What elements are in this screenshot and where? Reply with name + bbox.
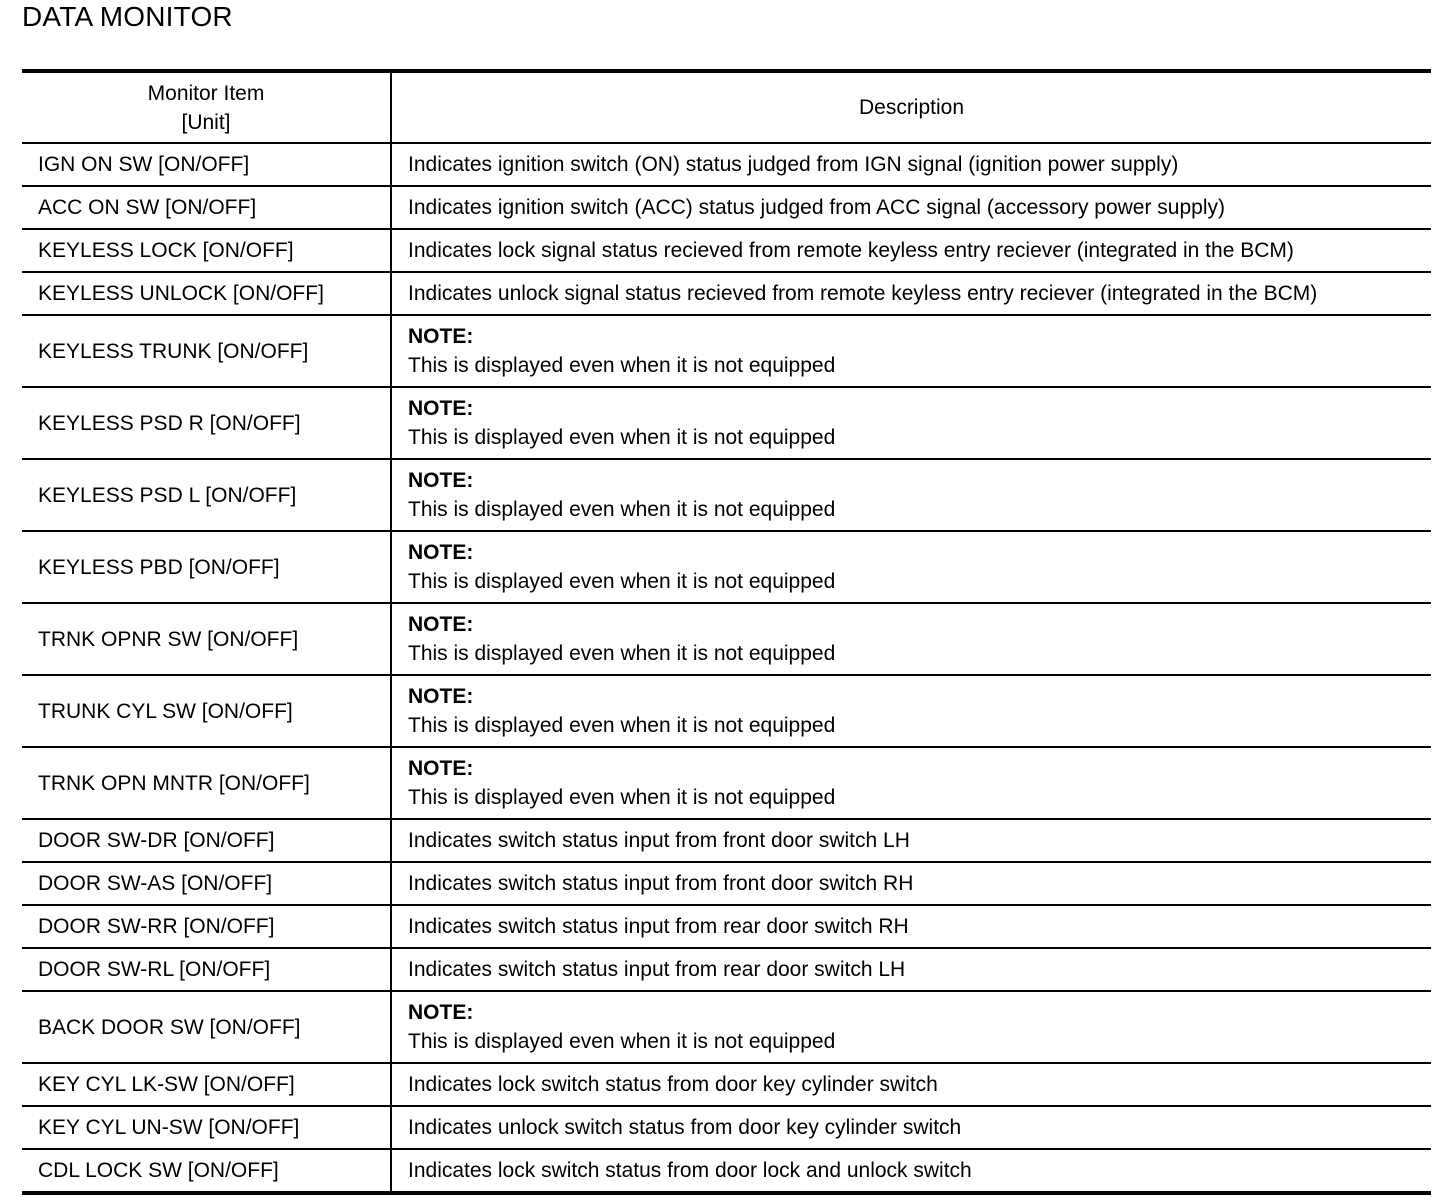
monitor-item-cell: TRNK OPNR SW [ON/OFF] — [22, 603, 391, 675]
note-text: This is displayed even when it is not equipped — [408, 1030, 836, 1053]
table-row — [22, 905, 1431, 948]
monitor-item-cell: DOOR SW-RL [ON/OFF] — [22, 948, 391, 991]
monitor-item-cell: KEY CYL LK-SW [ON/OFF] — [22, 1063, 391, 1106]
monitor-item-cell: CDL LOCK SW [ON/OFF] — [22, 1149, 391, 1193]
monitor-item-cell: KEY CYL UN-SW [ON/OFF] — [22, 1106, 391, 1149]
table-row — [22, 531, 1431, 603]
table-row — [22, 186, 1431, 229]
note-text: This is displayed even when it is not equipped — [408, 642, 836, 665]
monitor-item-cell: KEYLESS PSD R [ON/OFF] — [22, 387, 391, 459]
note-label: NOTE: — [408, 397, 474, 420]
note-text: This is displayed even when it is not equipped — [408, 570, 836, 593]
monitor-item-cell: KEYLESS TRUNK [ON/OFF] — [22, 315, 391, 387]
description-cell: Indicates lock switch status from door lock and unlock switch — [391, 1149, 1431, 1193]
note-label: NOTE: — [408, 1001, 474, 1024]
description-cell: Indicates unlock signal status recieved from remote keyless entry reciever (integrated in the BCM) — [391, 272, 1431, 315]
monitor-item-header — [22, 71, 391, 143]
description-cell — [391, 747, 1431, 819]
note-text: This is displayed even when it is not equipped — [408, 786, 836, 809]
table-body — [22, 143, 1431, 1193]
description-cell — [391, 459, 1431, 531]
description-cell: Indicates switch status input from rear door switch RH — [391, 905, 1431, 948]
monitor-item-cell: BACK DOOR SW [ON/OFF] — [22, 991, 391, 1063]
note-text: This is displayed even when it is not equipped — [408, 498, 836, 521]
monitor-item-cell: DOOR SW-DR [ON/OFF] — [22, 819, 391, 862]
description-cell: Indicates ignition switch (ACC) status judged from ACC signal (accessory power supply) — [391, 186, 1431, 229]
description-cell — [391, 531, 1431, 603]
monitor-item-header-label: Monitor Item — [147, 81, 265, 105]
table-row — [22, 272, 1431, 315]
table-row — [22, 862, 1431, 905]
note-text: This is displayed even when it is not equipped — [408, 714, 836, 737]
description-cell: Indicates ignition switch (ON) status judged from IGN signal (ignition power supply) — [391, 143, 1431, 186]
description-cell — [391, 991, 1431, 1063]
note-label: NOTE: — [408, 541, 474, 564]
description-cell: Indicates lock switch status from door key cylinder switch — [391, 1063, 1431, 1106]
table-header-row — [22, 71, 1431, 143]
monitor-item-cell: KEYLESS UNLOCK [ON/OFF] — [22, 272, 391, 315]
note-label: NOTE: — [408, 757, 474, 780]
note-label: NOTE: — [408, 685, 474, 708]
data-monitor-table — [22, 69, 1431, 1195]
description-cell — [391, 387, 1431, 459]
table-row — [22, 948, 1431, 991]
description-cell — [391, 675, 1431, 747]
page-title: DATA MONITOR — [22, 1, 233, 32]
monitor-item-cell: DOOR SW-RR [ON/OFF] — [22, 905, 391, 948]
note-label: NOTE: — [408, 325, 474, 348]
description-cell: Indicates unlock switch status from door key cylinder switch — [391, 1106, 1431, 1149]
table-row — [22, 387, 1431, 459]
table-row — [22, 143, 1431, 186]
description-cell: Indicates switch status input from front door switch LH — [391, 819, 1431, 862]
description-cell: Indicates switch status input from front door switch RH — [391, 862, 1431, 905]
description-header: Description — [391, 71, 1431, 143]
table-row — [22, 991, 1431, 1063]
monitor-item-cell: IGN ON SW [ON/OFF] — [22, 143, 391, 186]
table-row — [22, 1106, 1431, 1149]
table-row — [22, 675, 1431, 747]
monitor-item-cell: KEYLESS PSD L [ON/OFF] — [22, 459, 391, 531]
description-cell — [391, 603, 1431, 675]
monitor-item-cell: KEYLESS PBD [ON/OFF] — [22, 531, 391, 603]
table-row — [22, 1149, 1431, 1193]
monitor-item-cell: TRNK OPN MNTR [ON/OFF] — [22, 747, 391, 819]
unit-header-label: [Unit] — [181, 110, 231, 134]
monitor-item-cell: DOOR SW-AS [ON/OFF] — [22, 862, 391, 905]
note-label: NOTE: — [408, 469, 474, 492]
description-cell — [391, 315, 1431, 387]
note-text: This is displayed even when it is not equipped — [408, 426, 836, 449]
description-cell: Indicates switch status input from rear door switch LH — [391, 948, 1431, 991]
table-row — [22, 1063, 1431, 1106]
monitor-item-cell: KEYLESS LOCK [ON/OFF] — [22, 229, 391, 272]
table-row — [22, 819, 1431, 862]
monitor-item-cell: TRUNK CYL SW [ON/OFF] — [22, 675, 391, 747]
description-cell: Indicates lock signal status recieved from remote keyless entry reciever (integrated in the BCM) — [391, 229, 1431, 272]
table-row — [22, 229, 1431, 272]
monitor-item-cell: ACC ON SW [ON/OFF] — [22, 186, 391, 229]
table-row — [22, 459, 1431, 531]
table-row — [22, 747, 1431, 819]
note-label: NOTE: — [408, 613, 474, 636]
table-row — [22, 603, 1431, 675]
note-text: This is displayed even when it is not equipped — [408, 354, 836, 377]
table-row — [22, 315, 1431, 387]
